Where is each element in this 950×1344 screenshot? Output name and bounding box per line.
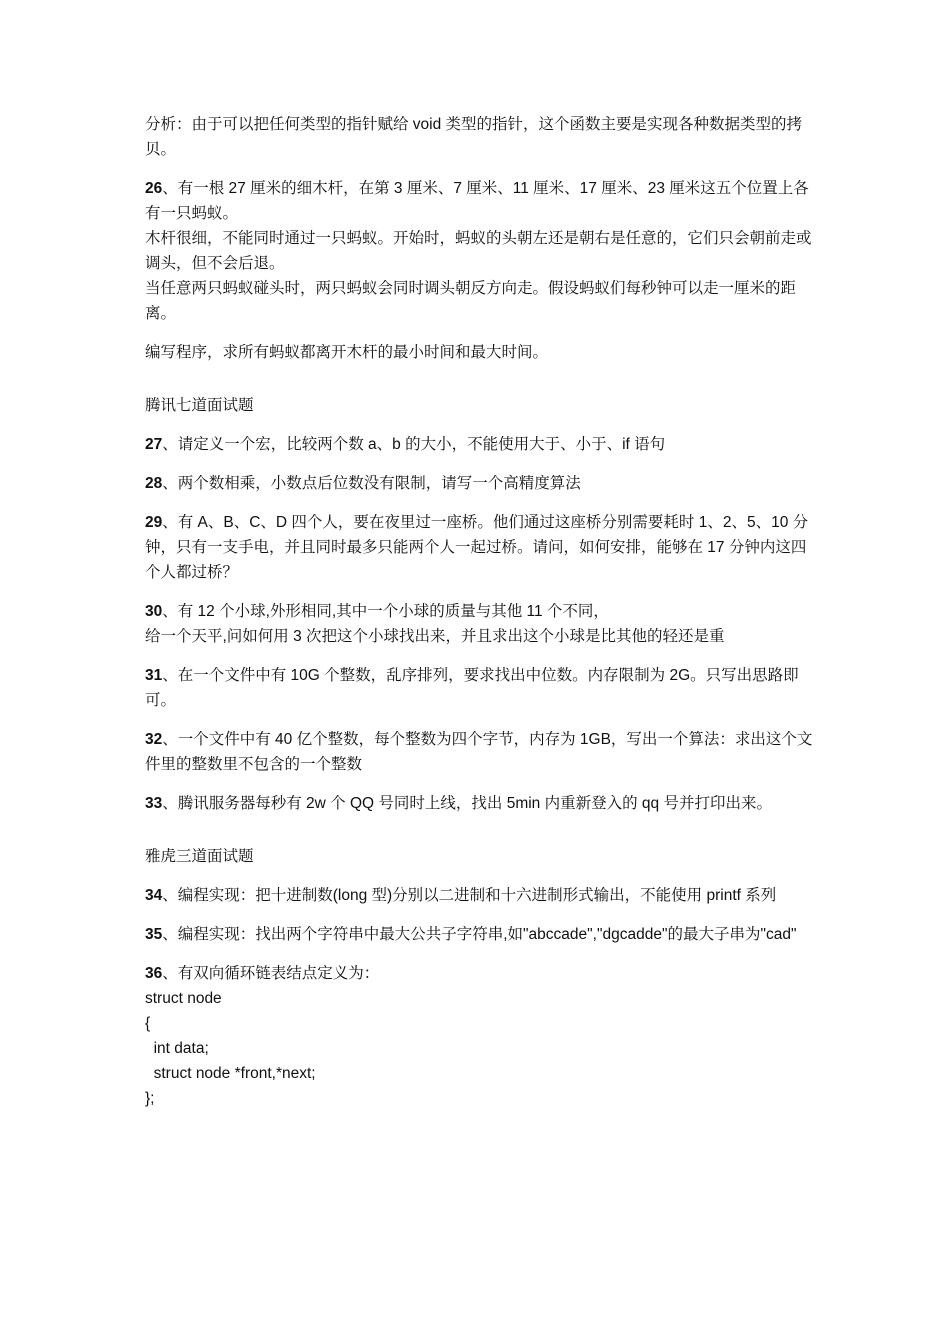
question-35: [145, 922, 813, 947]
question-number: 26: [145, 180, 163, 197]
question-36: [145, 961, 813, 1111]
question-number: 36: [145, 965, 163, 982]
section-heading-yahoo: 雅虎三道面试题: [145, 848, 254, 865]
question-text: 木杆很细，不能同时通过一只蚂蚁。开始时，蚂蚁的头朝左还是朝右是任意的，它们只会朝前走或调头，但不会后退。: [145, 230, 812, 272]
question-number: 30: [145, 603, 163, 620]
question-33: [145, 791, 813, 816]
question-text: 、有一根 27 厘米的细木杆，在第 3 厘米、7 厘米、11 厘米、17 厘米、23 厘米这五个位置上各有一只蚂蚁。: [145, 180, 809, 222]
question-text: 、腾讯服务器每秒有 2w 个 QQ 号同时上线，找出 5min 内重新登入的 qq 号并打印出来。: [162, 795, 772, 812]
code-line: struct node: [145, 990, 222, 1007]
question-26: [145, 176, 813, 326]
question-28: [145, 471, 813, 496]
question-30: [145, 599, 813, 649]
code-line: {: [145, 1015, 151, 1032]
question-text: 给一个天平,问如何用 3 次把这个小球找出来，并且求出这个小球是比其他的轻还是重: [145, 628, 725, 645]
question-text: 、有 12 个小球,外形相同,其中一个小球的质量与其他 11 个不同，: [162, 603, 609, 620]
question-26-task: 编写程序，求所有蚂蚁都离开木杆的最小时间和最大时间。: [145, 344, 549, 361]
document-page: [145, 112, 813, 1125]
question-number: 32: [145, 731, 163, 748]
question-31: [145, 663, 813, 713]
question-text: 、请定义一个宏，比较两个数 a、b 的大小，不能使用大于、小于、if 语句: [162, 436, 666, 453]
question-29: [145, 510, 813, 585]
question-number: 28: [145, 475, 163, 492]
question-number: 29: [145, 514, 163, 531]
question-text: 、在一个文件中有 10G 个整数，乱序排列，要求找出中位数。内存限制为 2G。只写出思路即可。: [145, 667, 799, 709]
question-text: 、编程实现：找出两个字符串中最大公共子字符串,如"abccade","dgcadde"的最大子串为"cad": [162, 926, 797, 943]
question-number: 27: [145, 436, 163, 453]
analysis-paragraph: 分析：由于可以把任何类型的指针赋给 void 类型的指针，这个函数主要是实现各种数据类型的拷贝。: [145, 116, 803, 158]
question-text: 、一个文件中有 40 亿个整数，每个整数为四个字节，内存为 1GB，写出一个算法：求出这个文件里的整数里不包含的一个整数: [145, 731, 813, 773]
code-line: struct node *front,*next;: [145, 1065, 316, 1082]
question-text: 、有双向循环链表结点定义为：: [162, 965, 380, 982]
question-27: [145, 432, 813, 457]
question-number: 34: [145, 887, 163, 904]
code-block: [145, 986, 813, 1111]
question-text: 当任意两只蚂蚁碰头时，两只蚂蚁会同时调头朝反方向走。假设蚂蚁们每秒钟可以走一厘米的距离。: [145, 280, 797, 322]
question-number: 35: [145, 926, 163, 943]
question-34: [145, 883, 813, 908]
question-text: 、编程实现：把十进制数(long 型)分别以二进制和十六进制形式输出，不能使用 printf 系列: [162, 887, 777, 904]
question-number: 31: [145, 667, 163, 684]
question-32: [145, 727, 813, 777]
question-text: 、有 A、B、C、D 四个人，要在夜里过一座桥。他们通过这座桥分别需要耗时 1、2、5、10 分钟，只有一支手电，并且同时最多只能两个人一起过桥。请问，如何安排，能够在 17 分钟内这四个人都过桥？: [145, 514, 809, 581]
code-line: int data;: [145, 1040, 209, 1057]
question-text: 、两个数相乘，小数点后位数没有限制，请写一个高精度算法: [162, 475, 581, 492]
section-heading-tencent: 腾讯七道面试题: [145, 397, 254, 414]
question-number: 33: [145, 795, 163, 812]
code-line: };: [145, 1090, 155, 1107]
